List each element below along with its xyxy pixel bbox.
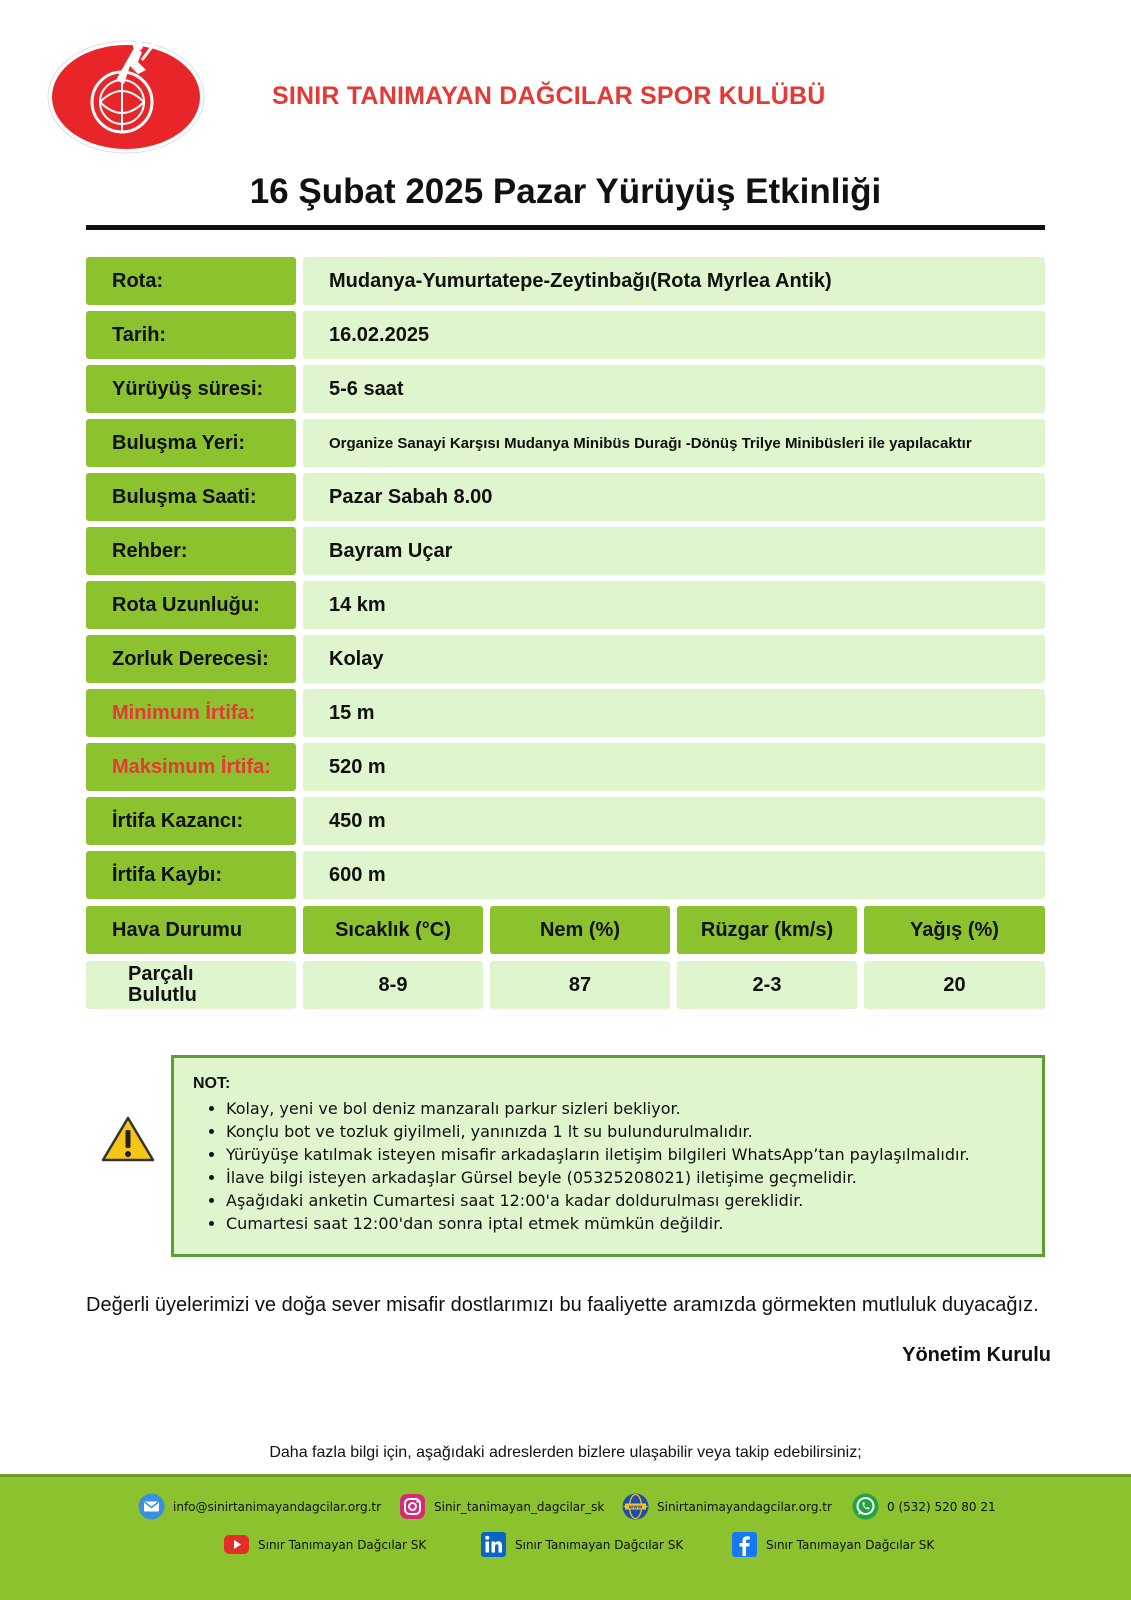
weather-condition	[86, 961, 296, 1009]
info-label: İrtifa Kaybı:	[86, 851, 296, 899]
closing-text: Değerli üyelerimizi ve doğa sever misafir dostlarımızı bu faaliyette aramızda görmekten mutluluk duyacağız.	[86, 1294, 1039, 1316]
info-row-irtifa-kaybi	[86, 851, 1045, 899]
footer-email-text: info@sinirtanimayandagcilar.org.tr	[173, 1499, 382, 1514]
info-value: 520 m	[303, 743, 1045, 791]
instagram-icon	[399, 1493, 426, 1520]
info-row-sure	[86, 365, 1045, 413]
footer-email[interactable]	[138, 1493, 381, 1520]
note-box	[171, 1055, 1045, 1257]
club-logo-icon	[46, 40, 206, 155]
note-item: • Yürüyüşe katılmak isteyen misafir arkadaşların iletişim bilgileri WhatsApp’tan paylaşılmalıdır.	[226, 1143, 970, 1166]
weather-value-rain: 20	[864, 961, 1045, 1009]
footer-phone-text: 0 (532) 520 80 21	[887, 1499, 996, 1514]
linkedin-icon	[480, 1531, 507, 1558]
info-label: Zorluk Derecesi:	[86, 635, 296, 683]
youtube-icon	[223, 1531, 250, 1558]
footer-facebook-text: Sınır Tanımayan Dağcılar SK	[766, 1537, 935, 1552]
footer-youtube-text: Sınır Tanımayan Dağcılar SK	[258, 1537, 427, 1552]
info-row-rota-uzunlugu	[86, 581, 1045, 629]
weather-condition-line1: Parçalı	[128, 963, 194, 985]
note-item: • Kolay, yeni ve bol deniz manzaralı parkur sizleri bekliyor.	[226, 1097, 970, 1120]
note-title: NOT:	[193, 1075, 231, 1092]
footer-linkedin[interactable]	[480, 1531, 683, 1558]
footer-phone[interactable]	[852, 1493, 996, 1520]
info-value: 14 km	[303, 581, 1045, 629]
info-value: 600 m	[303, 851, 1045, 899]
info-row-tarih	[86, 311, 1045, 359]
footer	[0, 1477, 1131, 1600]
page-title: 16 Şubat 2025 Pazar Yürüyüş Etkinliği	[249, 172, 882, 211]
weather-header-rain: Yağış (%)	[864, 906, 1045, 954]
info-row-max-irtifa	[86, 743, 1045, 791]
weather-label: Hava Durumu	[86, 906, 296, 954]
info-row-rehber	[86, 527, 1045, 575]
weather-value-humidity: 87	[490, 961, 670, 1009]
signature: Yönetim Kurulu	[902, 1344, 1051, 1366]
footer-website[interactable]	[622, 1493, 832, 1520]
footer-instagram-text: Sinir_tanimayan_dagcilar_sk	[434, 1499, 605, 1514]
info-label: İrtifa Kazancı:	[86, 797, 296, 845]
note-item: • Konçlu bot ve tozluk giyilmeli, yanınızda 1 lt su bulundurulmalıdır.	[226, 1120, 970, 1143]
info-label: Tarih:	[86, 311, 296, 359]
weather-header-wind: Rüzgar (km/s)	[677, 906, 857, 954]
info-value: Bayram Uçar	[303, 527, 1045, 575]
info-label: Rota:	[86, 257, 296, 305]
info-value: 16.02.2025	[303, 311, 1045, 359]
info-value: Pazar Sabah 8.00	[303, 473, 1045, 521]
info-label: Minimum İrtifa:	[86, 689, 296, 737]
email-icon	[138, 1493, 165, 1520]
note-list	[226, 1097, 970, 1235]
info-label: Maksimum İrtifa:	[86, 743, 296, 791]
info-label: Buluşma Saati:	[86, 473, 296, 521]
info-value: 450 m	[303, 797, 1045, 845]
weather-header-temp: Sıcaklık (°C)	[303, 906, 483, 954]
facebook-icon	[731, 1531, 758, 1558]
note-item: • Aşağıdaki anketin Cumartesi saat 12:00'a kadar doldurulması gereklidir.	[226, 1189, 970, 1212]
note-item: • İlave bilgi isteyen arkadaşlar Gürsel beyle (05325208021) iletişime geçmelidir.	[226, 1166, 970, 1189]
weather-header-humidity: Nem (%)	[490, 906, 670, 954]
info-value: 5-6 saat	[303, 365, 1045, 413]
note-item: • Cumartesi saat 12:00'dan sonra iptal etmek mümkün değildir.	[226, 1212, 970, 1235]
weather-value-wind: 2-3	[677, 961, 857, 1009]
weather-value-temp: 8-9	[303, 961, 483, 1009]
footer-facebook[interactable]	[731, 1531, 934, 1558]
footer-youtube[interactable]	[223, 1531, 426, 1558]
info-row-zorluk	[86, 635, 1045, 683]
whatsapp-icon	[852, 1493, 879, 1520]
weather-condition-line2: Bulutlu	[128, 984, 197, 1006]
info-value: Kolay	[303, 635, 1045, 683]
info-row-irtifa-kazanci	[86, 797, 1045, 845]
info-row-min-irtifa	[86, 689, 1045, 737]
svg-text:www: www	[628, 1504, 643, 1511]
info-value: Mudanya-Yumurtatepe-Zeytinbağı(Rota Myrlea Antik)	[303, 257, 1045, 305]
info-value: 15 m	[303, 689, 1045, 737]
footer-linkedin-text: Sınır Tanımayan Dağcılar SK	[515, 1537, 684, 1552]
info-label: Buluşma Yeri:	[86, 419, 296, 467]
warning-icon	[100, 1115, 156, 1163]
info-row-bulusma-saati	[86, 473, 1045, 521]
globe-icon	[622, 1493, 649, 1520]
footer-instagram[interactable]	[399, 1493, 604, 1520]
info-label: Yürüyüş süresi:	[86, 365, 296, 413]
info-label: Rota Uzunluğu:	[86, 581, 296, 629]
contact-line: Daha fazla bilgi için, aşağıdaki adreslerden bizlere ulaşabilir veya takip edebilirsiniz;	[269, 1444, 862, 1461]
info-label: Rehber:	[86, 527, 296, 575]
club-name: SINIR TANIMAYAN DAĞCILAR SPOR KULÜBÜ	[272, 82, 826, 110]
title-divider	[86, 225, 1045, 230]
info-value: Organize Sanayi Karşısı Mudanya Minibüs Durağı -Dönüş Trilye Minibüsleri ile yapılacaktır	[303, 419, 1045, 467]
info-row-rota	[86, 257, 1045, 305]
footer-website-text: Sinirtanimayandagcilar.org.tr	[657, 1499, 832, 1514]
info-row-bulusma-yeri	[86, 419, 1045, 467]
